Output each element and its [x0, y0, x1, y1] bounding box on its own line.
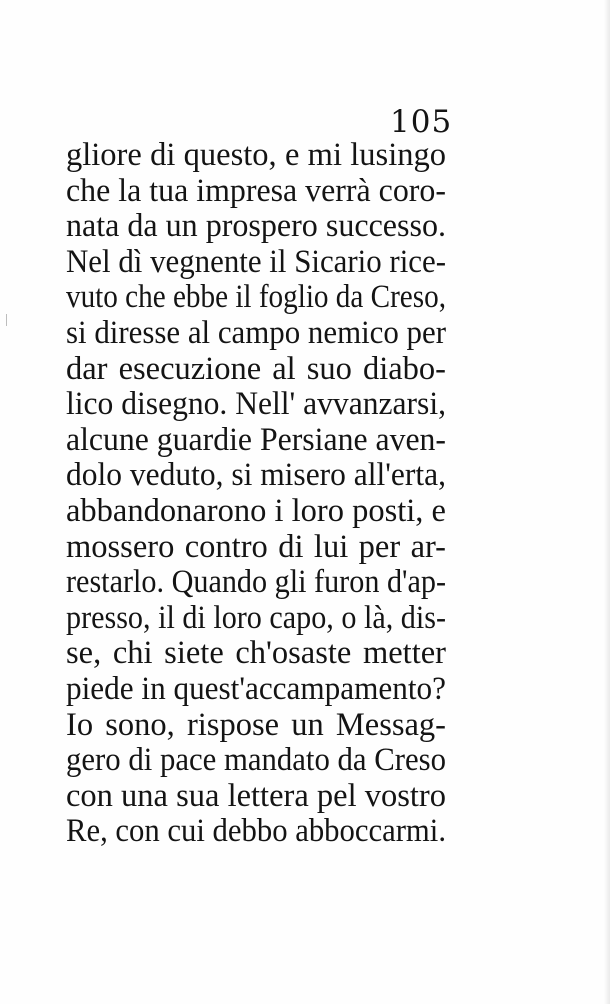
margin-speck — [6, 314, 7, 326]
text-line: vuto che ebbe il foglio da Creso, — [66, 279, 446, 316]
text-line: che la tua impresa verrà coro- — [66, 172, 446, 209]
text-line: gero di pace mandato da Creso — [66, 742, 446, 779]
page-number: 105 — [390, 104, 453, 140]
text-line: mossero contro di lui per ar- — [66, 528, 446, 565]
text-line: gliore di questo, e mi lusingo — [66, 137, 446, 173]
text-line: abbandonarono i loro posti, e — [66, 492, 446, 529]
text-line: con una sua lettera pel vostro — [66, 777, 446, 814]
body-text — [66, 138, 446, 850]
text-line: presso, il di loro capo, o là, dis- — [66, 599, 446, 636]
text-line: dar esecuzione al suo diabo- — [66, 350, 446, 387]
text-line: si diresse al campo nemico per — [66, 314, 446, 351]
text-line: se, chi siete ch'osaste metter — [66, 635, 446, 672]
text-line: lico disegno. Nell' avvanzarsi, — [66, 386, 446, 423]
text-line: restarlo. Quando gli furon d'ap- — [66, 564, 446, 601]
text-line: alcune guardie Persiane aven- — [66, 421, 446, 458]
text-line: Io sono, rispose un Messag- — [66, 706, 446, 743]
text-line: Nel dì vegnente il Sicario rice- — [66, 243, 446, 280]
page-edge-shadow — [604, 0, 610, 1004]
text-line: piede in quest'accampamento? — [66, 670, 446, 707]
text-line: Re, con cui debbo abboccarmi. — [66, 813, 446, 850]
text-line: nata da un prospero successo. — [66, 208, 446, 245]
text-line: dolo veduto, si misero all'erta, — [66, 457, 446, 494]
